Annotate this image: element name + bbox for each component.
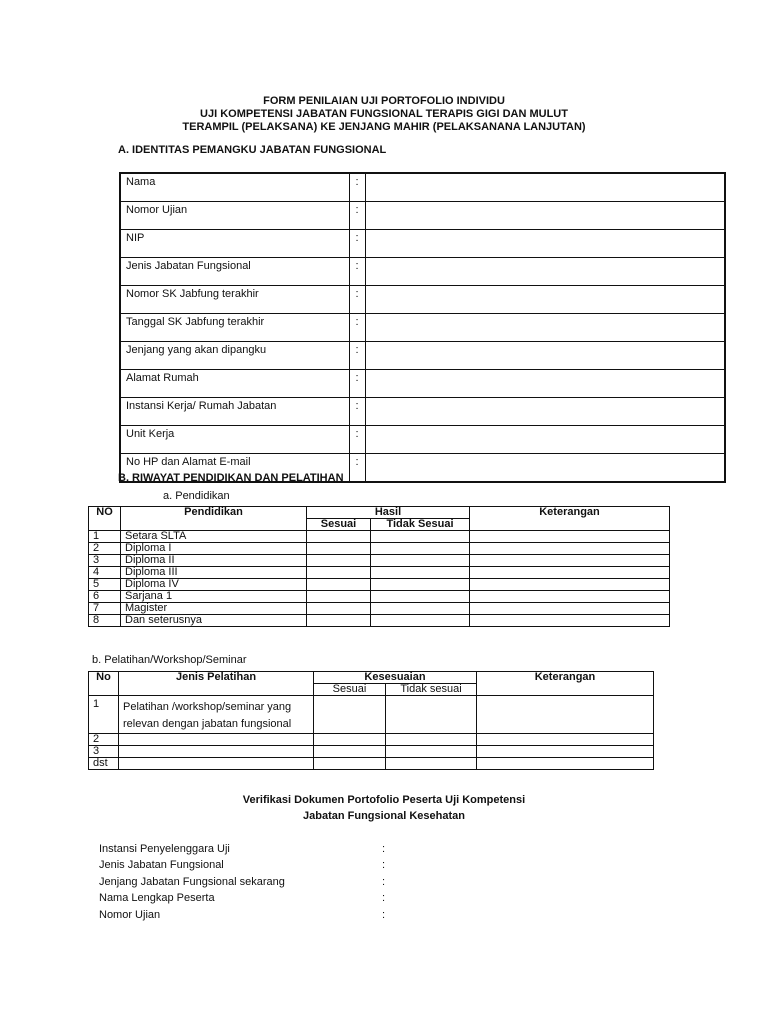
train-row (89, 758, 654, 770)
edu-sesuai-cell[interactable] (307, 591, 371, 603)
identity-colon: : (349, 173, 365, 202)
education-table (88, 506, 670, 627)
train-tidak-sesuai-cell[interactable] (386, 746, 477, 758)
edu-header-hasil: Hasil (307, 507, 470, 519)
train-sesuai-cell[interactable] (314, 758, 386, 770)
identity-row (120, 314, 725, 342)
edu-no: 2 (89, 543, 121, 555)
edu-sesuai-cell[interactable] (307, 543, 371, 555)
identity-label: Nomor Ujian (120, 202, 349, 230)
train-row (89, 734, 654, 746)
identity-value-field[interactable] (365, 258, 725, 286)
identity-label: Jenis Jabatan Fungsional (120, 258, 349, 286)
edu-row (89, 615, 670, 627)
verification-colon: : (382, 908, 386, 921)
identity-row (120, 230, 725, 258)
identity-label: No HP dan Alamat E-mail (120, 454, 349, 483)
identity-label: Instansi Kerja/ Rumah Jabatan (120, 398, 349, 426)
train-no: 3 (89, 746, 119, 758)
identity-value-field[interactable] (365, 454, 725, 483)
verification-title-line1: Verifikasi Dokumen Portofolio Peserta Uji Kompetensi (242, 794, 526, 806)
edu-name: Dan seterusnya (121, 615, 307, 627)
edu-keterangan-cell[interactable] (470, 615, 670, 627)
edu-sesuai-cell[interactable] (307, 567, 371, 579)
train-no: 2 (89, 734, 119, 746)
edu-header-keterangan: Keterangan (470, 507, 670, 531)
edu-row (89, 531, 670, 543)
identity-colon: : (349, 454, 365, 483)
edu-name: Setara SLTA (121, 531, 307, 543)
train-jenis-cell[interactable] (119, 734, 314, 746)
train-keterangan-cell[interactable] (477, 734, 654, 746)
edu-sesuai-cell[interactable] (307, 555, 371, 567)
verification-colon: : (382, 875, 386, 888)
train-header-jenis: Jenis Pelatihan (119, 672, 314, 696)
edu-no: 1 (89, 531, 121, 543)
train-row (89, 746, 654, 758)
identity-row (120, 398, 725, 426)
identity-colon: : (349, 202, 365, 230)
edu-keterangan-cell[interactable] (470, 555, 670, 567)
verification-colon: : (382, 859, 386, 872)
edu-keterangan-cell[interactable] (470, 579, 670, 591)
train-no: 1 (89, 696, 119, 734)
identity-colon: : (349, 426, 365, 454)
subsection-pendidikan: a. Pendidikan (163, 490, 230, 502)
verification-title-line2: Jabatan Fungsional Kesehatan (303, 810, 465, 822)
verification-label: Jenjang Jabatan Fungsional sekarang (99, 875, 285, 888)
identity-row (120, 286, 725, 314)
edu-keterangan-cell[interactable] (470, 591, 670, 603)
training-table (88, 671, 654, 770)
identity-label: Unit Kerja (120, 426, 349, 454)
identity-value-field[interactable] (365, 370, 725, 398)
edu-tidak-sesuai-cell[interactable] (371, 615, 470, 627)
edu-row (89, 543, 670, 555)
identity-colon: : (349, 286, 365, 314)
edu-row (89, 567, 670, 579)
identity-colon: : (349, 398, 365, 426)
edu-name: Magister (121, 603, 307, 615)
edu-tidak-sesuai-cell[interactable] (371, 567, 470, 579)
identity-colon: : (349, 342, 365, 370)
identity-label: NIP (120, 230, 349, 258)
form-title-line1: FORM PENILAIAN UJI PORTOFOLIO INDIVIDU (263, 95, 505, 107)
identity-label: Nama (120, 173, 349, 202)
edu-header-sesuai: Sesuai (307, 519, 371, 531)
identity-row (120, 342, 725, 370)
edu-keterangan-cell[interactable] (470, 531, 670, 543)
verification-label: Instansi Penyelenggara Uji (99, 843, 230, 855)
identity-label: Alamat Rumah (120, 370, 349, 398)
identity-value-field[interactable] (365, 230, 725, 258)
identity-value-field[interactable] (365, 342, 725, 370)
train-header-no: No (89, 672, 119, 696)
train-jenis-cell[interactable] (119, 746, 314, 758)
edu-tidak-sesuai-cell[interactable] (371, 555, 470, 567)
edu-no: 6 (89, 591, 121, 603)
edu-no: 7 (89, 603, 121, 615)
train-jenis (119, 696, 314, 734)
train-tidak-sesuai-cell[interactable] (386, 696, 477, 734)
edu-tidak-sesuai-cell[interactable] (371, 603, 470, 615)
train-row (89, 696, 654, 734)
edu-tidak-sesuai-cell[interactable] (371, 591, 470, 603)
edu-header-pendidikan: Pendidikan (121, 507, 307, 531)
identity-value-field[interactable] (365, 173, 725, 202)
verification-colon: : (382, 892, 386, 905)
edu-no: 5 (89, 579, 121, 591)
identity-colon: : (349, 314, 365, 342)
train-tidak-sesuai-cell[interactable] (386, 758, 477, 770)
identity-table (119, 172, 726, 483)
form-title-line2: UJI KOMPETENSI JABATAN FUNGSIONAL TERAPIS GIGI DAN MULUT (200, 108, 568, 120)
train-keterangan-cell[interactable] (477, 696, 654, 734)
edu-sesuai-cell[interactable] (307, 531, 371, 543)
edu-keterangan-cell[interactable] (470, 543, 670, 555)
edu-no: 8 (89, 615, 121, 627)
edu-name: Diploma II (121, 555, 307, 567)
identity-colon: : (349, 258, 365, 286)
identity-value-field[interactable] (365, 202, 725, 230)
form-title-line3: TERAMPIL (PELAKSANA) KE JENJANG MAHIR (PELAKSANANA LANJUTAN) (182, 121, 586, 133)
edu-tidak-sesuai-cell[interactable] (371, 531, 470, 543)
identity-row (120, 258, 725, 286)
section-b-title: B. RIWAYAT PENDIDIKAN DAN PELATIHAN (118, 472, 344, 484)
edu-no: 3 (89, 555, 121, 567)
train-jenis-line1: Pelatihan /workshop/seminar yang (123, 701, 292, 713)
identity-row (120, 202, 725, 230)
identity-value-field[interactable] (365, 398, 725, 426)
edu-row (89, 555, 670, 567)
edu-row (89, 579, 670, 591)
subsection-pelatihan: b. Pelatihan/Workshop/Seminar (92, 654, 247, 666)
train-header-keterangan: Keterangan (477, 672, 654, 696)
identity-value-field[interactable] (365, 426, 725, 454)
train-no: dst (89, 758, 119, 770)
edu-name: Diploma IV (121, 579, 307, 591)
train-header-tidak-sesuai: Tidak sesuai (386, 684, 477, 696)
train-sesuai-cell[interactable] (314, 696, 386, 734)
edu-header-no: NO (89, 507, 121, 531)
train-keterangan-cell[interactable] (477, 746, 654, 758)
identity-row (120, 426, 725, 454)
identity-label: Nomor SK Jabfung terakhir (120, 286, 349, 314)
edu-sesuai-cell[interactable] (307, 579, 371, 591)
edu-name: Diploma I (121, 543, 307, 555)
edu-header-tidak-sesuai: Tidak Sesuai (371, 519, 470, 531)
verification-label: Nomor Ujian (99, 908, 161, 921)
edu-tidak-sesuai-cell[interactable] (371, 543, 470, 555)
identity-value-field[interactable] (365, 286, 725, 314)
train-jenis-line2: relevan dengan jabatan fungsional (123, 718, 292, 730)
section-a-title: A. IDENTITAS PEMANGKU JABATAN FUNGSIONAL (118, 144, 387, 156)
edu-keterangan-cell[interactable] (470, 567, 670, 579)
train-jenis-cell[interactable] (119, 758, 314, 770)
edu-tidak-sesuai-cell[interactable] (371, 579, 470, 591)
identity-label: Tanggal SK Jabfung terakhir (120, 314, 349, 342)
edu-keterangan-cell[interactable] (470, 603, 670, 615)
identity-colon: : (349, 370, 365, 398)
edu-name: Sarjana 1 (121, 591, 307, 603)
train-sesuai-cell[interactable] (314, 734, 386, 746)
edu-no: 4 (89, 567, 121, 579)
train-keterangan-cell[interactable] (477, 758, 654, 770)
identity-colon: : (349, 230, 365, 258)
identity-row (120, 173, 725, 202)
train-tidak-sesuai-cell[interactable] (386, 734, 477, 746)
identity-value-field[interactable] (365, 314, 725, 342)
verification-label: Nama Lengkap Peserta (99, 892, 215, 905)
edu-row (89, 591, 670, 603)
verification-colon: : (382, 843, 386, 855)
identity-label: Jenjang yang akan dipangku (120, 342, 349, 370)
identity-row (120, 370, 725, 398)
edu-sesuai-cell[interactable] (307, 615, 371, 627)
edu-sesuai-cell[interactable] (307, 603, 371, 615)
train-header-sesuai: Sesuai (314, 684, 386, 696)
train-header-kesesuaian: Kesesuaian (314, 672, 477, 684)
edu-row (89, 603, 670, 615)
verification-label: Jenis Jabatan Fungsional (99, 859, 224, 872)
edu-name: Diploma III (121, 567, 307, 579)
train-sesuai-cell[interactable] (314, 746, 386, 758)
